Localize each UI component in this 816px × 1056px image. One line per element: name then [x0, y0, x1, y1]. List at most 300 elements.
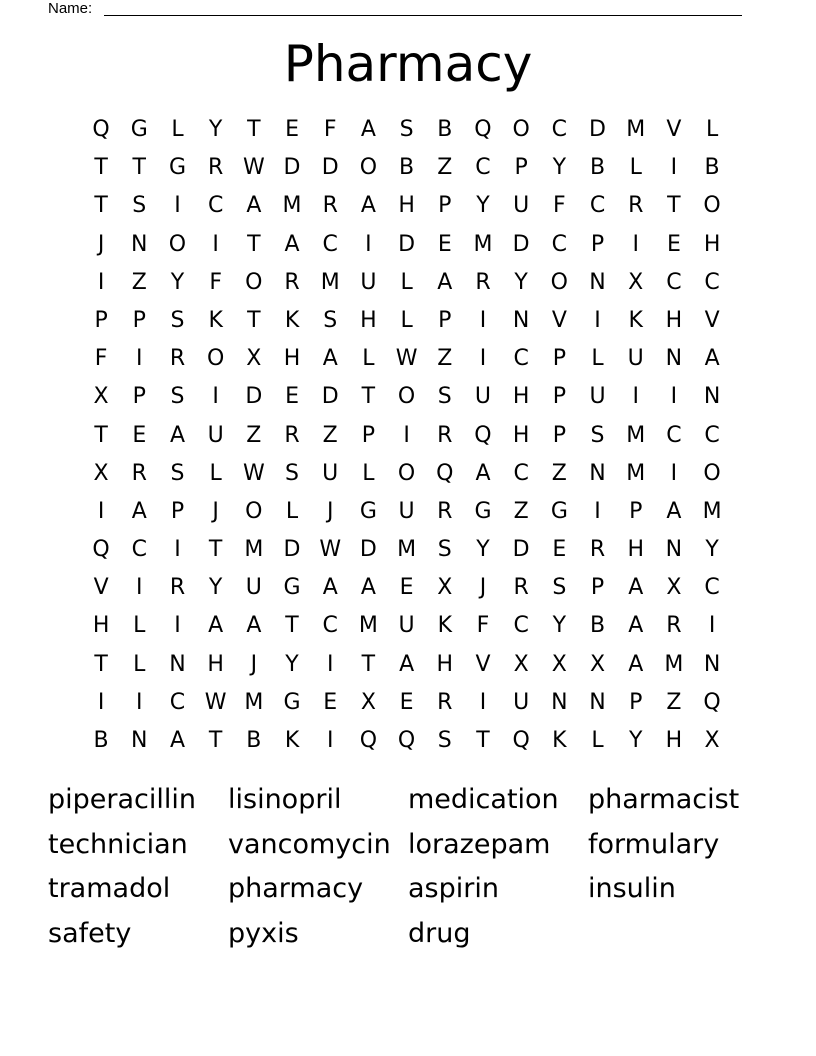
grid-letter: D — [321, 384, 339, 410]
grid-letter: G — [283, 689, 301, 715]
grid-letter: X — [551, 651, 567, 677]
grid-letter: Z — [437, 155, 453, 181]
grid-letter: Z — [513, 498, 529, 524]
grid-letter: O — [168, 231, 187, 257]
grid-row — [82, 455, 732, 493]
grid-letter: S — [323, 307, 338, 333]
grid-letter: N — [551, 689, 568, 715]
grid-letter: U — [245, 575, 262, 601]
name-blank-line — [104, 15, 742, 16]
word-list — [48, 778, 768, 957]
grid-letter: S — [399, 117, 414, 142]
grid-letter: X — [360, 689, 376, 715]
grid-letter: T — [94, 193, 108, 219]
grid-letter: C — [322, 231, 338, 257]
grid-letter: T — [285, 613, 299, 639]
grid-letter: L — [285, 498, 299, 524]
grid-letter: L — [591, 728, 604, 753]
grid-letter: O — [703, 193, 721, 219]
grid-letter: Y — [628, 728, 643, 753]
grid-letter: T — [247, 117, 261, 142]
grid-letter: B — [437, 117, 453, 142]
grid-letter: L — [362, 346, 375, 372]
grid-letter: Q — [397, 728, 416, 753]
grid-letter: U — [322, 460, 339, 486]
grid-letter: S — [552, 575, 567, 601]
grid-letter: T — [94, 422, 108, 448]
grid-letter: A — [360, 575, 376, 601]
grid-letter: A — [131, 498, 147, 524]
grid-letter: I — [403, 422, 410, 448]
grid-letter: S — [170, 460, 185, 486]
grid-letter: X — [628, 269, 644, 295]
grid-letter: S — [590, 422, 605, 448]
grid-letter: R — [208, 155, 224, 181]
grid-letter: O — [397, 460, 416, 486]
grid-letter: O — [512, 117, 530, 142]
grid-letter: I — [594, 307, 601, 333]
grid-letter: L — [171, 117, 184, 142]
grid-letter: U — [398, 498, 415, 524]
grid-letter: U — [513, 689, 530, 715]
grid-letter: S — [132, 193, 147, 219]
grid-letter: T — [476, 728, 490, 753]
grid-letter: I — [326, 728, 334, 753]
grid-letter: F — [323, 117, 337, 142]
grid-letter: Q — [92, 117, 110, 142]
grid-letter: R — [475, 269, 491, 295]
grid-letter: Z — [131, 269, 147, 295]
grid-letter: Y — [208, 575, 223, 601]
grid-letter: A — [704, 346, 720, 372]
grid-letter: M — [244, 537, 264, 563]
grid-letter: B — [589, 613, 606, 639]
grid-letter: L — [629, 155, 642, 181]
grid-letter: R — [513, 575, 529, 601]
grid-letter: A — [628, 613, 644, 639]
grid-letter: P — [552, 346, 566, 372]
grid-letter: T — [94, 155, 108, 181]
grid-letter: H — [703, 231, 721, 257]
grid-letter: B — [93, 728, 109, 753]
grid-letter: A — [322, 346, 338, 372]
grid-letter: I — [670, 460, 678, 486]
grid-letter: U — [398, 613, 415, 639]
grid-letter: B — [246, 728, 262, 753]
grid-row — [82, 722, 732, 760]
grid-letter: Z — [437, 346, 453, 372]
grid-letter: L — [133, 613, 146, 639]
grid-letter: I — [670, 155, 678, 181]
grid-letter: A — [169, 422, 185, 448]
grid-letter: M — [282, 193, 302, 219]
grid-letter: N — [665, 537, 683, 563]
grid-letter: P — [132, 384, 146, 410]
grid-letter: X — [246, 346, 262, 372]
grid-letter: G — [359, 498, 377, 524]
grid-letter: H — [512, 422, 530, 448]
grid-letter: R — [437, 689, 453, 715]
grid-letter: R — [169, 346, 186, 372]
grid-row — [82, 111, 732, 149]
grid-row — [82, 646, 732, 684]
grid-letter: C — [169, 689, 186, 715]
grid-letter: I — [97, 269, 105, 295]
grid-letter: N — [665, 346, 683, 372]
grid-letter: G — [130, 117, 148, 142]
grid-letter: I — [174, 613, 181, 639]
grid-letter: I — [136, 575, 143, 601]
grid-letter: B — [704, 155, 720, 181]
grid-letter: F — [476, 613, 490, 639]
grid-letter: J — [479, 575, 487, 601]
grid-letter: Q — [92, 537, 110, 563]
grid-letter: X — [437, 575, 453, 601]
grid-letter: P — [629, 689, 643, 715]
grid-letter: U — [513, 193, 530, 219]
grid-letter: I — [479, 307, 487, 333]
word-list-item: lorazepam — [408, 828, 551, 860]
grid-letter: H — [627, 537, 644, 563]
grid-letter: H — [92, 613, 110, 639]
grid-letter: V — [475, 651, 491, 677]
grid-letter: M — [473, 231, 493, 257]
grid-letter: T — [208, 537, 223, 563]
grid-letter: S — [285, 460, 300, 486]
grid-letter: T — [208, 728, 223, 753]
grid-letter: W — [242, 460, 265, 486]
grid-letter: A — [360, 117, 376, 142]
grid-row — [82, 684, 732, 722]
grid-letter: K — [552, 728, 567, 753]
grid-letter: C — [513, 346, 529, 372]
grid-letter: I — [708, 613, 716, 639]
grid-letter: C — [513, 613, 529, 639]
grid-letter: X — [513, 651, 529, 677]
grid-letter: G — [168, 155, 186, 181]
grid-letter: P — [552, 384, 566, 410]
grid-letter: D — [321, 155, 339, 181]
grid-letter: T — [247, 307, 261, 333]
grid-letter: H — [398, 193, 415, 219]
grid-letter: V — [93, 575, 109, 601]
word-list-item: piperacillin — [48, 784, 196, 815]
grid-letter: F — [94, 346, 108, 372]
grid-letter: O — [245, 498, 263, 524]
grid-letter: Y — [705, 537, 719, 563]
grid-letter: E — [399, 575, 414, 601]
grid-letter: M — [664, 651, 684, 677]
grid-letter: M — [626, 117, 646, 142]
grid-letter: N — [131, 728, 148, 753]
grid-letter: C — [207, 193, 224, 219]
grid-letter: A — [437, 269, 453, 295]
grid-letter: F — [209, 269, 222, 295]
grid-row — [82, 607, 732, 645]
grid-letter: A — [284, 231, 300, 257]
grid-letter: U — [207, 422, 224, 448]
grid-letter: K — [284, 728, 300, 753]
word-list-item: safety — [48, 918, 132, 950]
grid-letter: A — [208, 613, 224, 639]
grid-row — [82, 187, 732, 225]
grid-letter: I — [174, 193, 181, 219]
grid-letter: I — [594, 498, 601, 524]
grid-letter: D — [398, 231, 416, 257]
grid-letter: H — [207, 651, 224, 677]
grid-letter: A — [246, 193, 262, 219]
grid-letter: S — [437, 728, 452, 753]
grid-letter: Q — [703, 689, 721, 715]
grid-letter: O — [206, 346, 225, 372]
grid-letter: H — [512, 384, 530, 410]
grid-letter: J — [250, 651, 258, 677]
grid-letter: U — [474, 384, 492, 410]
grid-letter: P — [590, 231, 605, 257]
grid-letter: U — [589, 384, 606, 410]
grid-letter: H — [360, 307, 377, 333]
grid-letter: E — [285, 384, 299, 410]
grid-letter: P — [438, 307, 452, 333]
grid-letter: T — [247, 231, 261, 257]
grid-letter: S — [170, 384, 185, 410]
grid-letter: A — [246, 613, 262, 639]
grid-letter: Y — [208, 117, 223, 142]
grid-letter: T — [361, 384, 376, 410]
grid-letter: E — [666, 231, 681, 257]
word-list-item: drug — [408, 918, 471, 950]
grid-letter: L — [209, 460, 222, 486]
grid-letter: R — [666, 613, 682, 639]
grid-letter: O — [359, 155, 378, 181]
grid-letter: Y — [285, 651, 299, 677]
grid-letter: E — [437, 231, 452, 257]
grid-letter: N — [512, 307, 530, 333]
grid-letter: L — [362, 460, 375, 486]
grid-letter: H — [665, 307, 683, 333]
name-row — [48, 0, 742, 18]
grid-letter: Y — [552, 613, 567, 639]
grid-letter: P — [361, 422, 376, 448]
grid-letter: X — [589, 651, 606, 677]
grid-letter: M — [626, 460, 646, 486]
grid-letter: I — [136, 346, 143, 372]
grid-letter: L — [400, 269, 413, 295]
grid-letter: M — [702, 498, 722, 524]
grid-letter: L — [705, 117, 719, 142]
word-list-item: aspirin — [408, 873, 499, 905]
grid-letter: S — [437, 384, 452, 410]
grid-letter: R — [169, 575, 186, 601]
grid-letter: E — [552, 537, 567, 563]
name-label: Name: — [48, 0, 93, 17]
grid-letter: C — [475, 155, 491, 181]
grid-letter: R — [284, 269, 300, 295]
grid-letter: X — [704, 728, 720, 753]
grid-letter: K — [284, 307, 300, 333]
grid-letter: I — [632, 231, 639, 257]
word-list-item: tramadol — [48, 873, 171, 905]
grid-row — [82, 569, 732, 607]
grid-letter: A — [628, 651, 644, 677]
grid-letter: T — [361, 651, 376, 677]
grid-letter: A — [628, 575, 644, 601]
grid-letter: M — [320, 269, 340, 295]
word-list-item: vancomycin — [228, 828, 391, 860]
grid-row — [82, 531, 732, 569]
grid-letter: W — [319, 537, 342, 563]
grid-letter: Z — [666, 689, 682, 715]
grid-letter: P — [94, 307, 108, 333]
grid-letter: X — [93, 460, 109, 486]
grid-letter: I — [479, 689, 487, 715]
grid-letter: A — [666, 498, 682, 524]
grid-letter: C — [704, 422, 720, 448]
grid-row — [82, 264, 732, 302]
grid-letter: Q — [474, 422, 492, 448]
grid-letter: E — [399, 689, 414, 715]
word-list-item: pharmacist — [588, 784, 740, 815]
grid-letter: K — [628, 307, 643, 333]
grid-letter: J — [212, 498, 219, 524]
grid-letter: A — [322, 575, 338, 601]
grid-letter: D — [512, 231, 530, 257]
grid-letter: I — [212, 384, 219, 410]
grid-letter: M — [244, 689, 264, 715]
grid-letter: U — [360, 269, 377, 295]
grid-letter: R — [284, 422, 300, 448]
grid-letter: V — [666, 117, 682, 142]
grid-row — [82, 149, 732, 187]
grid-letter: K — [437, 613, 452, 639]
grid-letter: D — [283, 537, 301, 563]
grid-letter: G — [474, 498, 492, 524]
grid-letter: B — [589, 155, 606, 181]
grid-letter: C — [551, 117, 568, 142]
grid-letter: T — [132, 155, 146, 181]
grid-letter: T — [94, 651, 108, 677]
grid-letter: N — [131, 231, 148, 257]
grid-letter: D — [512, 537, 530, 563]
grid-letter: Y — [552, 155, 567, 181]
grid-letter: I — [479, 346, 487, 372]
grid-letter: V — [704, 307, 720, 333]
grid-letter: D — [359, 537, 377, 563]
grid-letter: P — [170, 498, 185, 524]
word-list-item: pharmacy — [228, 873, 364, 905]
grid-letter: P — [590, 575, 605, 601]
grid-letter: M — [626, 422, 646, 448]
grid-letter: O — [703, 460, 721, 486]
grid-letter: P — [514, 155, 528, 181]
grid-letter: Q — [359, 728, 378, 753]
grid-letter: Z — [551, 460, 567, 486]
grid-letter: A — [399, 651, 415, 677]
page-title: Pharmacy — [283, 35, 533, 93]
grid-row — [82, 378, 732, 416]
letter-grid — [82, 111, 732, 759]
grid-letter: Y — [476, 193, 490, 219]
grid-letter: O — [397, 384, 416, 410]
word-list-item: insulin — [588, 873, 676, 905]
grid-letter: I — [212, 231, 219, 257]
grid-letter: A — [169, 728, 185, 753]
grid-letter: W — [395, 346, 418, 372]
grid-letter: E — [323, 689, 338, 715]
grid-letter: R — [628, 193, 644, 219]
grid-letter: I — [174, 537, 181, 563]
grid-row — [82, 302, 732, 340]
grid-letter: C — [513, 460, 529, 486]
grid-letter: L — [400, 307, 413, 333]
grid-letter: P — [629, 498, 643, 524]
grid-letter: M — [397, 537, 417, 563]
grid-letter: P — [438, 193, 452, 219]
grid-letter: N — [169, 651, 186, 677]
grid-letter: J — [97, 231, 105, 257]
grid-letter: M — [358, 613, 378, 639]
grid-letter: N — [703, 651, 721, 677]
grid-letter: C — [666, 269, 682, 295]
grid-letter: Y — [476, 537, 490, 563]
grid-letter: N — [589, 689, 606, 715]
grid-letter: Y — [514, 269, 528, 295]
grid-letter: Z — [322, 422, 338, 448]
grid-letter: I — [97, 689, 105, 715]
grid-letter: C — [704, 575, 720, 601]
grid-letter: S — [170, 307, 185, 333]
grid-row — [82, 417, 732, 455]
grid-letter: T — [667, 193, 681, 219]
grid-letter: R — [322, 193, 338, 219]
grid-letter: B — [399, 155, 415, 181]
grid-letter: I — [97, 498, 105, 524]
grid-row — [82, 340, 732, 378]
grid-letter: I — [632, 384, 639, 410]
grid-letter: I — [326, 651, 334, 677]
grid-letter: Q — [474, 117, 492, 142]
grid-letter: I — [136, 689, 143, 715]
grid-letter: Q — [512, 728, 530, 753]
grid-letter: W — [242, 155, 265, 181]
grid-letter: A — [475, 460, 491, 486]
grid-letter: Q — [436, 460, 454, 486]
grid-letter: X — [93, 384, 109, 410]
grid-letter: H — [283, 346, 301, 372]
grid-letter: R — [589, 537, 606, 563]
grid-letter: G — [550, 498, 568, 524]
grid-letter: N — [589, 269, 606, 295]
grid-letter: Y — [170, 269, 185, 295]
grid-letter: X — [666, 575, 682, 601]
grid-letter: R — [437, 422, 453, 448]
grid-letter: V — [551, 307, 567, 333]
grid-letter: N — [703, 384, 721, 410]
word-list-item: medication — [408, 784, 559, 815]
grid-letter: C — [666, 422, 682, 448]
grid-letter: P — [132, 307, 146, 333]
word-list-item: lisinopril — [228, 784, 342, 815]
grid-row — [82, 226, 732, 264]
grid-letter: C — [704, 269, 720, 295]
word-list-item: pyxis — [228, 918, 299, 950]
grid-letter: C — [589, 193, 606, 219]
grid-letter: P — [552, 422, 566, 448]
grid-row — [82, 493, 732, 531]
grid-letter: R — [131, 460, 147, 486]
grid-letter: R — [437, 498, 453, 524]
grid-letter: K — [208, 307, 223, 333]
